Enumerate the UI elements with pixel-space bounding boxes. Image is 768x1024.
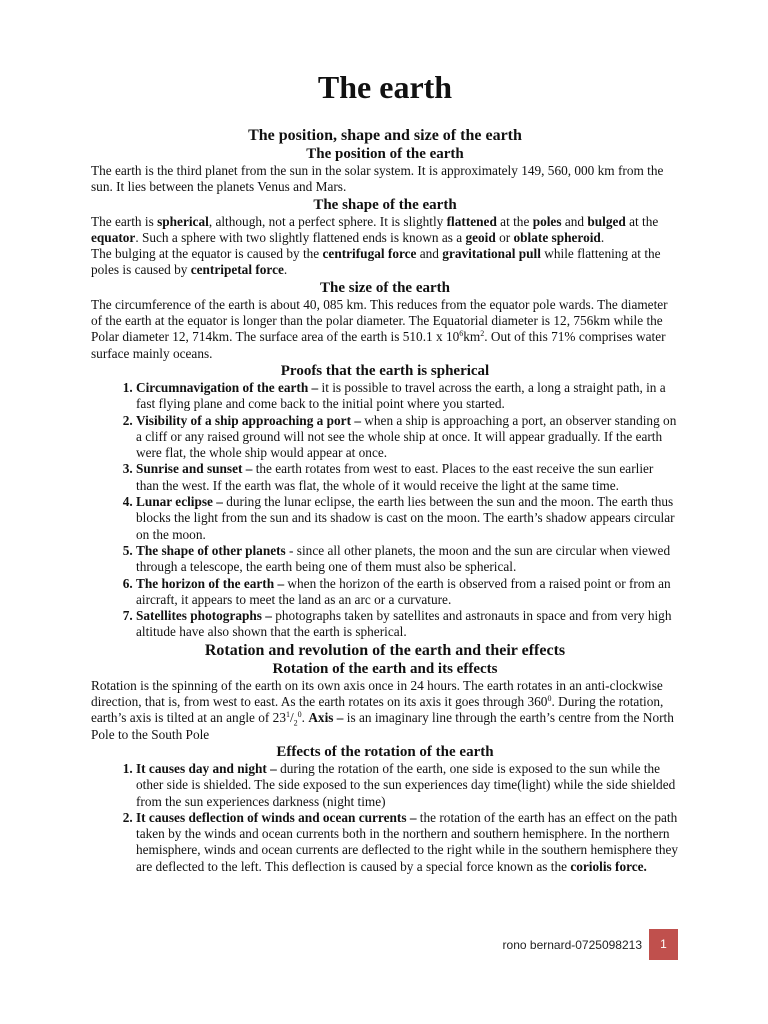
footer-author: rono bernard-0725098213 (502, 938, 642, 952)
list-item: 7. Satellites photographs – photographs taken by satellites and astronauts in space and from very high altitude have also shown that the earth is spherical. (136, 608, 679, 641)
paragraph-position: The earth is the third planet from the sun in the solar system. It is approximately 149, 560, 000 km from the sun. It lies between the planets Venus and Mars. (91, 163, 664, 195)
subheading-rotation: Rotation of the earth and its effects (272, 660, 498, 677)
effects-list (91, 761, 679, 875)
list-item: 1. Circumnavigation of the earth – it is possible to travel across the earth, a long a straight path, in a fast flying plane and come back to the initial point where you started. (136, 380, 679, 413)
subheading-shape: The shape of the earth (313, 196, 457, 213)
paragraph-size: The circumference of the earth is about 40, 085 km. This reduces from the equator pole wards. The diameter of the earth at the equator is longer than the polar diameter. The Equatorial diameter is 12, 756km while the Polar diameter 12, 714km. The surface area of the earth is 510.1 x $10^6km^2$. Out of this 71% comprises water surface mainly oceans. (91, 296, 668, 361)
section-heading-position-shape-size: The position, shape and size of the earth (248, 127, 522, 144)
document-title: The earth (317, 69, 453, 105)
page-footer (0, 929, 678, 960)
subheading-proofs: Proofs that the earth is spherical (280, 362, 490, 379)
list-item: 1. It causes day and night – during the rotation of the earth, one side is exposed to the sun while the other side is shielded. The side exposed to the sun experiences day time(light) while the side shielded from the sun experiences darkness (night time) (136, 761, 679, 810)
paragraph-shape-causes: The bulging at the equator is caused by the centrifugal force and gravitational pull while flattening at the poles is caused by centripetal force. (91, 246, 661, 278)
list-item: 4. Lunar eclipse – during the lunar eclipse, the earth lies between the sun and the moon. The earth thus blocks the light from the sun and its shadow is cast on the moon. The earth’s shadow appears circular on the moon. (136, 494, 679, 543)
list-item: 3. Sunrise and sunset – the earth rotates from west to east. Places to the east receive the sun earlier than the west. If the earth was flat, the whole of it would receive the light at the same time. (136, 461, 679, 494)
list-item: 6. The horizon of the earth – when the horizon of the earth is observed from a raised point or from an aircraft, it appears to meet the land as an arc or a curvature. (136, 576, 679, 609)
list-item: 2. Visibility of a ship approaching a port – when a ship is approaching a port, an observer standing on a cliff or any raised ground will not see the whole ship at once. It will appear gradually. If the earth were flat, the whole ship would appear at once. (136, 413, 679, 462)
subheading-position: The position of the earth (306, 146, 464, 162)
proofs-list (91, 380, 679, 641)
paragraph-shape: The earth is spherical, although, not a perfect sphere. It is slightly flattened at the poles and bulged at the equator. Such a sphere with two slightly flattened ends is known as a geoid or oblate spheroid. (91, 213, 659, 245)
document-body (91, 62, 679, 875)
subheading-size: The size of the earth (320, 279, 450, 296)
list-item: 2. It causes deflection of winds and ocean currents – the rotation of the earth has an effect on the path taken by the winds and ocean currents both in the northern and southern hemisphere. In the northern hemisphere, winds and ocean currents are deflected to the right while in the southern hemisphere they are deflected to the left. This deflection is caused by a special force known as the coriolis force. (136, 810, 679, 875)
subheading-rotation-effects: Effects of the rotation of the earth (276, 743, 494, 760)
page-number-badge: 1 (649, 929, 678, 960)
section-heading-rotation-revolution: Rotation and revolution of the earth and their effects (204, 641, 566, 659)
paragraph-rotation: Rotation is the spinning of the earth on its own axis once in 24 hours. The earth rotates in an anti-clockwise direction, that is, from west to east. As the earth rotates on its axis it goes through $360^0$. During the rotation, earth’s axis is tilted at an angle of $23^1/_2^0$. Axis – is an imaginary line through the earth’s centre from the North Pole to the South Pole (91, 677, 674, 742)
list-item: 5. The shape of other planets - since all other planets, the moon and the sun are circular when viewed through a telescope, the earth being one of them must also be spherical. (136, 543, 679, 576)
